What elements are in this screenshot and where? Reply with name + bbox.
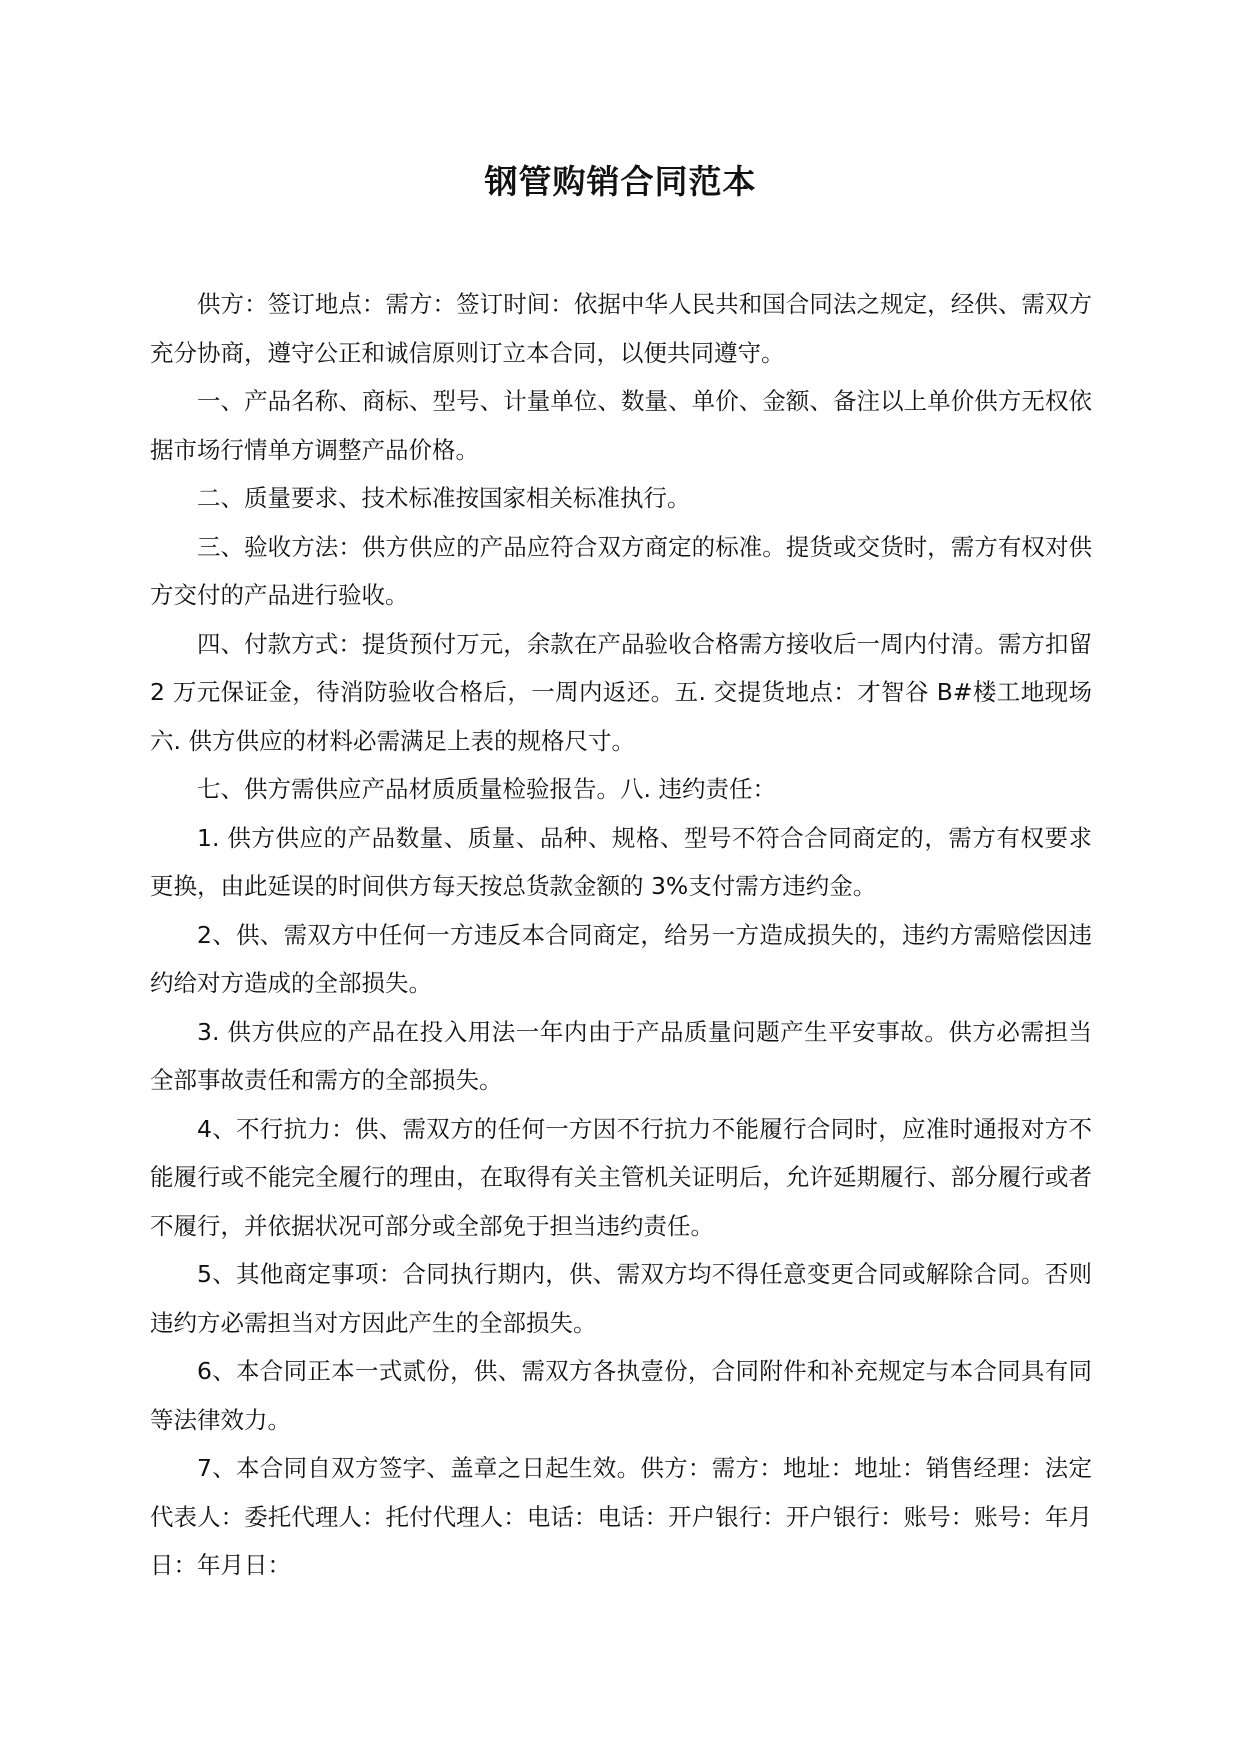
- paragraph-clause-4-payment: 四、付款方式：提货预付万元，余款在产品验收合格需方接收后一周内付清。需方扣留 2 万元保证金，待消防验收合格后，一周内返还。五. 交提货地点：才智谷 B#楼工地现场六. 供方供应的材料必需满足上表的规格尺寸。: [150, 629, 1092, 755]
- paragraph-clause-2-quality: 二、质量要求、技术标准按国家相关标准执行。: [197, 484, 691, 512]
- document-title: 钢管购销合同范本: [484, 162, 757, 201]
- paragraph-clause-1-product: 一、产品名称、商标、型号、计量单位、数量、单价、金额、备注以上单价供方无权依据市场行情单方调整产品价格。: [150, 387, 1092, 464]
- paragraph-effective-signatures: 7、本合同自双方签字、盖章之日起生效。供方：需方：地址：地址：销售经理：法定代表人：委托代理人：托付代理人：电话：电话：开户银行：开户银行：账号：账号：年月日：年月日：: [150, 1454, 1092, 1579]
- paragraph-liability-2: 2、供、需双方中任何一方违反本合同商定，给另一方造成损失的，违约方需赔偿因违约给对方造成的全部损失。: [150, 920, 1092, 997]
- paragraph-clause-3-acceptance: 三、验收方法：供方供应的产品应符合双方商定的标准。提货或交货时，需方有权对供方交付的产品进行验收。: [150, 532, 1092, 609]
- paragraph-other-terms: 5、其他商定事项：合同执行期内，供、需双方均不得任意变更合同或解除合同。否则违约方必需担当对方因此产生的全部损失。: [150, 1260, 1092, 1337]
- paragraph-liability-1: 1. 供方供应的产品数量、质量、品种、规格、型号不符合合同商定的，需方有权要求更换，由此延误的时间供方每天按总货款金额的 3%支付需方违约金。: [150, 823, 1092, 900]
- paragraph-preamble: 供方：签订地点：需方：签订时间：依据中华人民共和国合同法之规定，经供、需双方充分协商，遵守公正和诚信原则订立本合同，以便共同遵守。: [150, 290, 1092, 367]
- paragraph-liability-3: 3. 供方供应的产品在投入用法一年内由于产品质量问题产生平安事故。供方必需担当全部事故责任和需方的全部损失。: [150, 1017, 1092, 1094]
- document-body: [150, 280, 1092, 1590]
- paragraph-force-majeure: 4、不行抗力：供、需双方的任何一方因不行抗力不能履行合同时，应准时通报对方不能履行或不能完全履行的理由，在取得有关主管机关证明后，允许延期履行、部分履行或者不履行，并依据状况可部分或全部免于担当违约责任。: [150, 1114, 1092, 1240]
- paragraph-copies: 6、本合同正本一式贰份，供、需双方各执壹份，合同附件和补充规定与本合同具有同等法律效力。: [150, 1357, 1092, 1434]
- paragraph-clause-7-inspection: 七、供方需供应产品材质质量检验报告。八. 违约责任：: [197, 775, 776, 803]
